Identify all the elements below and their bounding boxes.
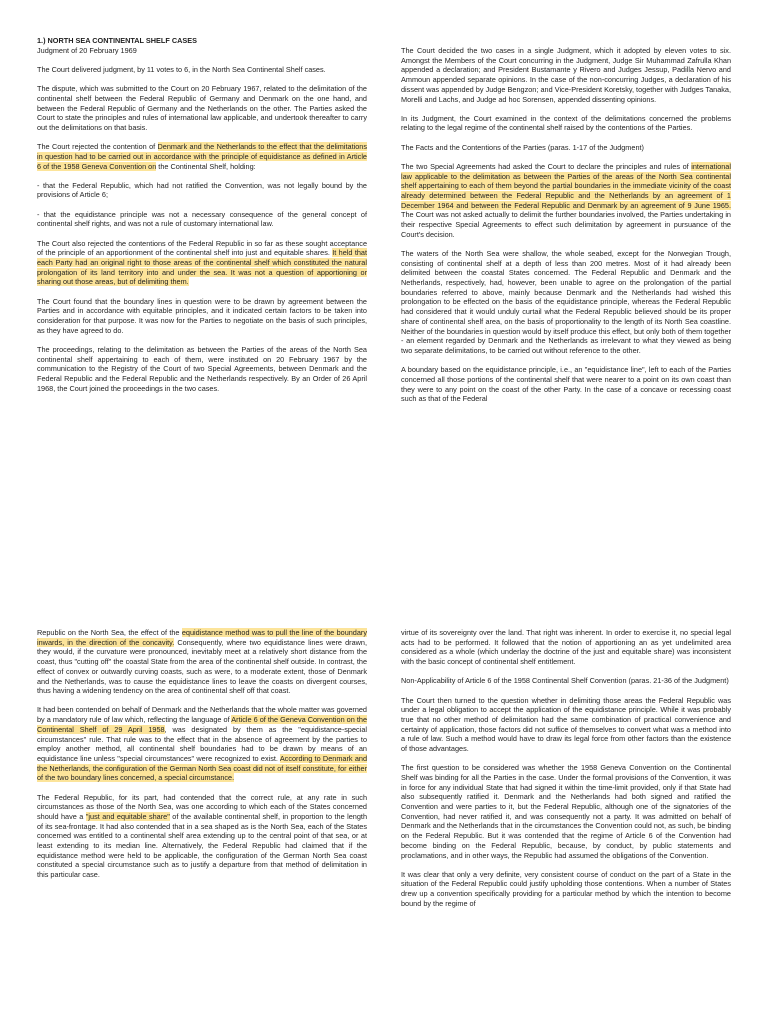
- text-segment: Republic on the North Sea, the effect of the: [37, 628, 182, 637]
- paragraph: [401, 114, 731, 133]
- text-segment: Non-Applicability of Article 6 of the 1958 Continental Shelf Convention (paras. 21-36 of the Judgment): [401, 676, 729, 686]
- text-segment: - that the equidistance principle was not a necessary consequence of the general concept of continental shelf rights, and was not a rule of customary international law.: [37, 209, 367, 229]
- text-segment: , was designated by them as the "equidistance-special circumstances" rule. That rule was to the effect that in the absence of agreement by the parties to employ another method, all continental shelf boundaries had to be drawn by means of an equidistance line unless "special circumstances" were recognized to exist.: [37, 724, 367, 763]
- page2-right-column: [401, 628, 731, 918]
- text-segment: It had been contended on behalf of Denmark and the Netherlands that the whole matter was governed by a mandatory rule of law which, reflecting the language of: [37, 705, 367, 725]
- highlighted-text: equidistance method was to pull the line of the boundary inwards, in the direction of the concavity.: [37, 628, 368, 647]
- paragraph: [37, 793, 367, 880]
- paragraph: [37, 210, 367, 229]
- text-segment: The proceedings, relating to the delimitation as between the Parties of the areas of the North Sea continental shelf appertaining to each of them, were instituted on 20 February 1967 by the communication to the Registry of the Court of two Special Agreements, between Denmark and the Federal Republic and the Federal Republic and the Netherlands respectively. By an Order of 26 April 1968, the Court joined the proceedings in the two cases.: [37, 344, 367, 393]
- text-segment: The Court rejected the contention of: [37, 142, 158, 152]
- paragraph: [37, 239, 367, 288]
- text-segment: The Court decided the two cases in a single Judgment, which it adopted by eleven votes to six. Amongst the Members of the Court concurring in the Judgment, Judge Sir Muhammad Zafrulla Khan appended a declaration; and President Bustamante y Rivero and Judges Jessup, Padilla Nervo and Ammoun appended separate opinions. In the case of the non-concurring Judges, a declaration of his dissent was appended by Judge Bengzon; and Vice-President Koretsky, together with Judges Tanaka, Morelli and Lachs, and Judge ad hoc Sorensen, appended dissenting opinions.: [401, 46, 731, 104]
- paragraph: [401, 143, 731, 153]
- text-segment: The two Special Agreements had asked the Court to declare the principles and rules of: [401, 161, 692, 171]
- text-segment: The Court then turned to the question whether in delimiting those areas the Federal Republic was under a legal obligation to accept the application of the equidistance principle. While it was probably true that no other method of delimitation had the same combination of practical convenience and certainty of application, those factors did not suffice of themselves to convert what was a method into a rule of law. Such a method would have to draw its legal force from other factors than the existence of those advantages.: [401, 695, 731, 754]
- text-segment: Consequently, where two equidistance lines were drawn, they would, if the curvature were pronounced, inevitably meet at a relatively short distance from the coast, thus "cutting off" the coastal State from the area of the continental shelf outside. In contrast, the effect of convex or outwardly curving coasts, such as were, to a moderate extent, those of Denmark and the Netherlands, was to cause the equidistance lines to leave the coasts on divergent courses, thus having a widening tendency on the area of continental shelf off that coast.: [37, 637, 367, 696]
- paragraph: [401, 676, 731, 686]
- document-title: [37, 36, 367, 46]
- paragraph: [401, 162, 731, 240]
- text-segment: In its Judgment, the Court examined in the context of the delimitations concerned the problems relating to the legal regime of the continental shelf raised by the contentions of the Parties.: [401, 113, 731, 133]
- highlighted-text: "just and equitable share": [85, 811, 170, 821]
- text-segment: The dispute, which was submitted to the Court on 20 February 1967, related to the delimitation of the continental shelf between the Federal Republic of Germany and Denmark on the one hand, and between the Federal Republic of Germany and the Netherlands on the other. The Parties asked the Court to state the principles and rules of international law applicable, and undertook thereafter to carry out the delimitations on that basis.: [37, 84, 367, 132]
- text-segment: the Continental Shelf, holding:: [156, 161, 256, 171]
- paragraph: [37, 181, 367, 200]
- paragraph: [401, 249, 731, 356]
- text-segment: The Court delivered judgment, by 11 votes to 6, in the North Sea Continental Shelf cases.: [37, 64, 326, 74]
- text-segment: of the available continental shelf, in proportion to the length of its sea-frontage. It had also contended that in a sea shaped as is the North Sea, each of the States concerned was entitled to a continental shelf area extending up to the central point of that sea, or at least extending to its median line. Alternatively, the Federal Republic had claimed that if the equidistance method were held to be applicable, the configuration of the German North Sea coast constituted a special circumstance such as to justify a departure from that method of delimitation in this particular case.: [37, 811, 367, 880]
- page1-left-column: [37, 36, 367, 403]
- highlighted-text: According to Denmark and the Netherlands, the configuration of the German North Sea coast did not of itself constitute, for either of the two boundary lines concerned, a special circumstance.: [37, 753, 367, 783]
- text-segment: The Facts and the Contentions of the Parties (paras. 1-17 of the Judgment): [401, 142, 644, 152]
- text-segment: 1.) NORTH SEA CONTINENTAL SHELF CASES: [37, 36, 198, 45]
- paragraph: [401, 763, 731, 860]
- text-segment: - that the Federal Republic, which had not ratified the Convention, was not legally bound by the provisions of Article 6;: [37, 180, 367, 200]
- text-segment: The first question to be considered was whether the 1958 Geneva Convention on the Continental Shelf was binding for all the Parties in the case. Under the formal provisions of the Convention, it was in force for any individual State that had signed it within the time-limit provided, only if that State had also subsequently ratified it. Denmark and the Netherlands had both signed and ratified the Convention and were parties to it, but the Federal Republic, although one of the signatories of the Convention, had never ratified it, and was consequently not a party. It was admitted on behalf of Denmark and the Netherlands that in the circumstances the Convention could not, as such, be binding on the Federal Republic. But it was contended that the regime of Article 6 of the Convention had become binding on the Federal Republic, because, by conduct, by public statements and proclamations, and in other ways, the Republic had assumed the obligations of the Convention.: [401, 763, 731, 860]
- text-segment: The Court was not asked actually to delimit the further boundaries involved, the Parties undertaking in their respective Special Agreements to effect such delimitation by agreement in pursuance of the Court's decision.: [401, 210, 731, 239]
- paragraph: [401, 46, 731, 104]
- paragraph: [37, 705, 367, 783]
- text-segment: The Court found that the boundary lines in question were to be drawn by agreement between the Parties and in accordance with equitable principles, and it indicated certain factors to be taken into consideration for that purpose. It was now for the Parties to negotiate on the basis of such principles, as they have agreed to do.: [37, 296, 367, 335]
- paragraph: [37, 142, 367, 171]
- paragraph: [37, 297, 367, 336]
- page2-left-column: [37, 628, 367, 889]
- document-page-2: [0, 512, 768, 1024]
- page1-right-column: [401, 46, 731, 414]
- paragraph: [37, 84, 367, 133]
- paragraph: [401, 365, 731, 404]
- text-segment: The waters of the North Sea were shallow, the whole seabed, except for the Norwegian Trough, consisting of continental shelf at a depth of less than 200 metres. Most of it had already been delimited between the coastal States concerned. The Federal Republic and Denmark and the Netherlands, respectively, had, however, been unable to agree on the prolongation of the partial boundaries referred to above, mainly because Denmark and the Netherlands had wished this prolongation to be effected on the basis of the equidistance principle, whereas the Federal Republic had considered that it would unduly curtail what the Federal Republic believed should be its proper share of continental shelf area, on the basis of proportionality to the length of its North Sea coastline. Neither of the boundaries in question would by itself produce this effect, but only both of them together - an element regarded by Denmark and the Netherlands as irrelevant to what they viewed as being two separate delimitations, to be carried out without reference to the other.: [401, 248, 731, 355]
- highlighted-text: Denmark and the Netherlands to the effect that the delimitations in question had to be carried out in accordance with the principle of equidistance as defined in Article 6 of the 1958 Geneva Convention on: [37, 142, 367, 171]
- paragraph: [401, 870, 731, 909]
- paragraph: [401, 628, 731, 667]
- paragraph: [401, 696, 731, 754]
- highlighted-text: Article 6 of the Geneva Convention on the Continental Shelf of 29 April 1958: [37, 715, 368, 734]
- paragraph: [37, 345, 367, 394]
- highlighted-text: It held that each Party had an original right to those areas of the continental shelf which constituted the natural prolongation of its land territory into and under the sea. It was not a question of apportioning or sharing out those areas, but of delimiting them.: [37, 248, 368, 287]
- text-segment: virtue of its sovereignty over the land. That right was inherent. In order to exercise it, no special legal acts had to be performed. It followed that the notion of apportioning an as yet undelimited area considered as a whole (which underlay the doctrine of the just and equitable share) was inconsistent with the basic concept of continental shelf entitlement.: [401, 628, 731, 667]
- text-segment: The Federal Republic, for its part, had contended that the correct rule, at any rate in such circumstances as those of the North Sea, was one according to which each of the States concerned should have a: [37, 792, 367, 821]
- text-segment: The Court also rejected the contentions of the Federal Republic in so far as these sought acceptance of the principle of an apportionment of the continental shelf into just and equitable shares.: [37, 238, 367, 258]
- paragraph: [37, 628, 367, 696]
- text-segment: It was clear that only a very definite, very consistent course of conduct on the part of a State in the situation of the Federal Republic could justify upholding those contentions. When a number of States drew up a convention specifically providing for a particular method by which the intention to become bound by the regime of: [401, 869, 731, 908]
- text-segment: A boundary based on the equidistance principle, i.e., an "equidistance line", left to each of the Parties concerned all those portions of the continental shelf that were nearer to a point on its own coast than they were to any point on the coast of the other Party. In the case of a concave or recessing coast such as that of the Federal: [401, 365, 731, 404]
- text-segment: Judgment of 20 February 1969: [37, 45, 137, 55]
- highlighted-text: international law applicable to the delimitation as between the Parties of the areas of the North Sea continental shelf appertaining to each of them beyond the partial boundaries in the immediate vicinity of the coast already determined between the Federal Republic and the Netherlands by an agreement of 1 December 1964 and between the Federal Republic and Denmark by an agreement of 9 June 1965.: [401, 161, 731, 210]
- document-subtitle: [37, 46, 367, 56]
- paragraph: [37, 65, 367, 75]
